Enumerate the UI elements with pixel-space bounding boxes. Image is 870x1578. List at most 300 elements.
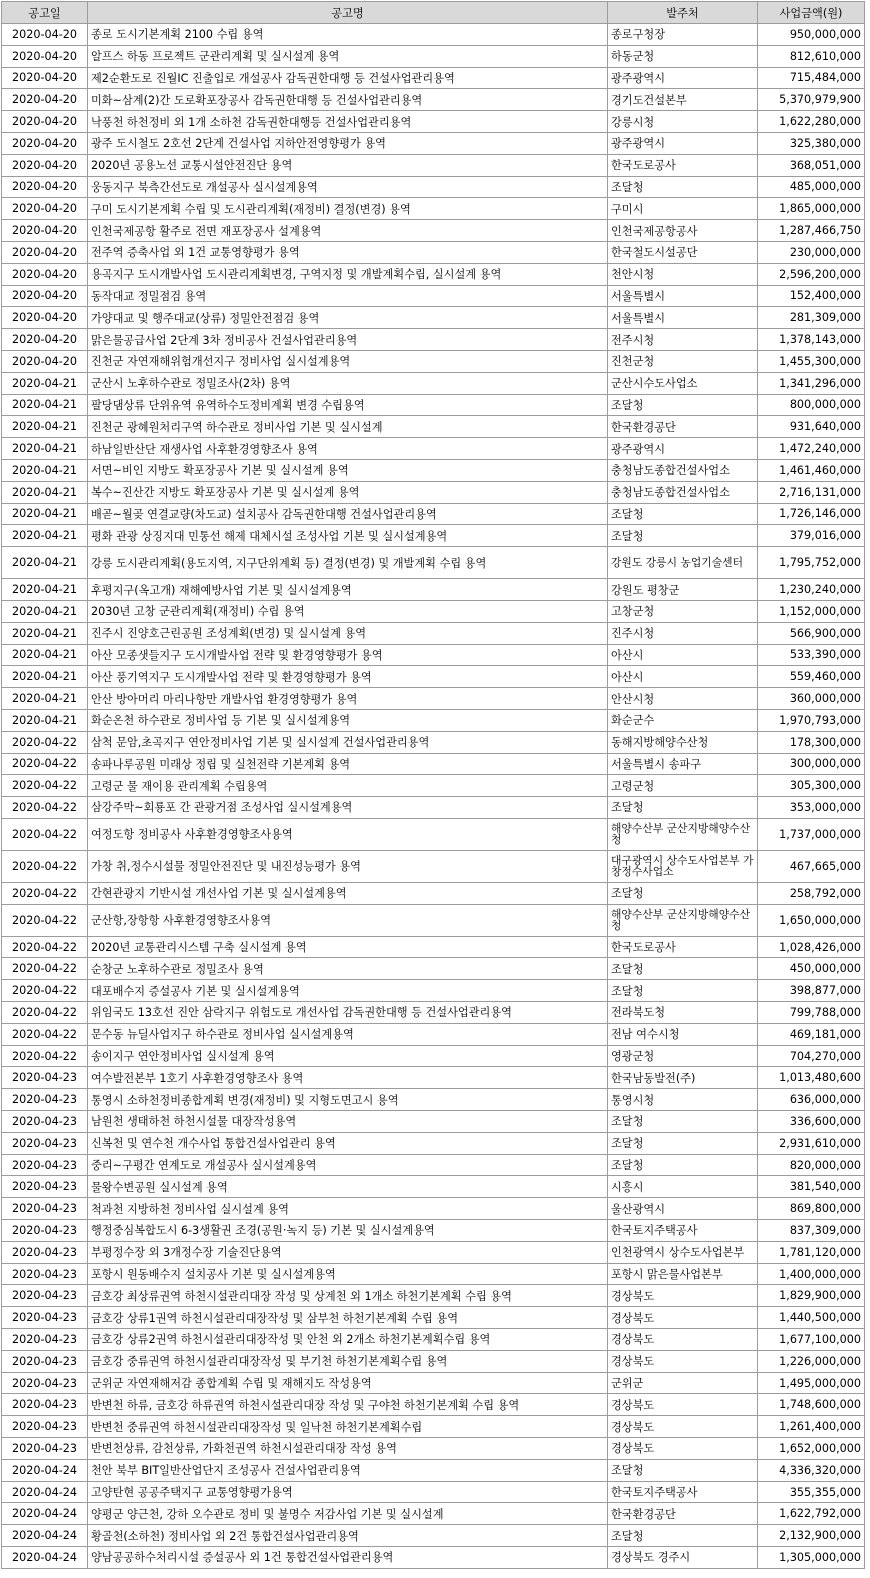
cell-name: 포항시 원동배수지 설치공사 기본 및 실시설계용역 xyxy=(88,1263,608,1285)
cell-org: 한국토지주택공사 xyxy=(608,1481,758,1503)
cell-amount: 1,622,280,000 xyxy=(758,111,865,133)
cell-name: 후평지구(옥고개) 재해예방사업 기본 및 실시설계용역 xyxy=(88,579,608,601)
table-row xyxy=(2,1438,865,1460)
cell-date: 2020-04-21 xyxy=(2,644,88,666)
cell-amount: 1,495,000,000 xyxy=(758,1372,865,1394)
cell-amount: 1,781,120,000 xyxy=(758,1241,865,1263)
cell-amount: 336,600,000 xyxy=(758,1111,865,1133)
cell-name: 군위군 자연재해저감 종합계획 수립 및 재해지도 작성용역 xyxy=(88,1372,608,1394)
cell-date: 2020-04-21 xyxy=(2,547,88,579)
cell-amount: 360,000,000 xyxy=(758,688,865,710)
cell-name: 천안 북부 BIT일반산업단지 조성공사 건설사업관리용역 xyxy=(88,1459,608,1481)
cell-org: 전라북도청 xyxy=(608,1002,758,1024)
cell-amount: 820,000,000 xyxy=(758,1154,865,1176)
table-row xyxy=(2,850,865,882)
cell-org: 구미시 xyxy=(608,198,758,220)
cell-date: 2020-04-21 xyxy=(2,481,88,503)
cell-org: 시흥시 xyxy=(608,1176,758,1198)
table-row xyxy=(2,220,865,242)
cell-org: 포항시 맑은물사업본부 xyxy=(608,1263,758,1285)
cell-amount: 533,390,000 xyxy=(758,644,865,666)
cell-amount: 469,181,000 xyxy=(758,1023,865,1045)
cell-date: 2020-04-23 xyxy=(2,1176,88,1198)
cell-name: 팔당댐상류 단위유역 유역하수도정비계획 변경 수립용역 xyxy=(88,394,608,416)
cell-name: 광주 도시철도 2호선 2단계 건설사업 지하안전영향평가 용역 xyxy=(88,132,608,154)
column-header-name: 공고명 xyxy=(88,2,608,24)
cell-org: 고령군청 xyxy=(608,775,758,797)
column-header-org: 발주처 xyxy=(608,2,758,24)
cell-org: 조달청 xyxy=(608,1154,758,1176)
cell-amount: 398,877,000 xyxy=(758,980,865,1002)
table-row xyxy=(2,525,865,547)
table-row xyxy=(2,459,865,481)
cell-name: 웅동지구 북측간선도로 개설공사 실시설계용역 xyxy=(88,176,608,198)
cell-org: 충청남도종합건설사업소 xyxy=(608,481,758,503)
table-row xyxy=(2,1220,865,1242)
cell-date: 2020-04-22 xyxy=(2,731,88,753)
table-row xyxy=(2,1394,865,1416)
cell-amount: 1,829,900,000 xyxy=(758,1285,865,1307)
cell-org: 조달청 xyxy=(608,980,758,1002)
table-header-row xyxy=(2,2,865,24)
cell-date: 2020-04-22 xyxy=(2,850,88,882)
cell-name: 아산 풍기역지구 도시개발사업 전략 및 환경영향평가 용역 xyxy=(88,666,608,688)
table-row xyxy=(2,1067,865,1089)
cell-amount: 2,931,610,000 xyxy=(758,1132,865,1154)
cell-name: 대포배수지 증설공사 기본 및 실시설계용역 xyxy=(88,980,608,1002)
cell-date: 2020-04-21 xyxy=(2,688,88,710)
cell-amount: 1,726,146,000 xyxy=(758,503,865,525)
cell-org: 종로구청장 xyxy=(608,24,758,46)
cell-amount: 1,677,100,000 xyxy=(758,1329,865,1351)
table-row xyxy=(2,1263,865,1285)
cell-name: 양남공공하수처리시설 증설공사 외 1건 통합건설사업관리용역 xyxy=(88,1547,608,1569)
table-row xyxy=(2,481,865,503)
cell-amount: 258,792,000 xyxy=(758,882,865,904)
cell-org: 대구광역시 상수도사업본부 가창정수사업소 xyxy=(608,850,758,882)
cell-amount: 1,305,000,000 xyxy=(758,1547,865,1569)
cell-amount: 368,051,000 xyxy=(758,154,865,176)
cell-amount: 715,484,000 xyxy=(758,67,865,89)
cell-date: 2020-04-21 xyxy=(2,622,88,644)
cell-amount: 450,000,000 xyxy=(758,958,865,980)
cell-amount: 1,440,500,000 xyxy=(758,1307,865,1329)
cell-date: 2020-04-23 xyxy=(2,1198,88,1220)
cell-amount: 353,000,000 xyxy=(758,797,865,819)
cell-date: 2020-04-21 xyxy=(2,394,88,416)
cell-org: 고창군청 xyxy=(608,600,758,622)
cell-org: 통영시청 xyxy=(608,1089,758,1111)
cell-date: 2020-04-22 xyxy=(2,1023,88,1045)
cell-amount: 869,800,000 xyxy=(758,1198,865,1220)
table-row xyxy=(2,350,865,372)
cell-org: 경상북도 xyxy=(608,1350,758,1372)
table-row xyxy=(2,329,865,351)
table-row xyxy=(2,818,865,850)
table-row xyxy=(2,1307,865,1329)
cell-name: 하남일반산단 재생사업 사후환경영향조사 용역 xyxy=(88,438,608,460)
cell-org: 군위군 xyxy=(608,1372,758,1394)
cell-name: 맑은물공급사업 2단계 3차 정비공사 건설사업관리용역 xyxy=(88,329,608,351)
cell-name: 서면~비인 지방도 확포장공사 기본 및 실시설계 용역 xyxy=(88,459,608,481)
cell-name: 부평정수장 외 3개정수장 기술진단용역 xyxy=(88,1241,608,1263)
cell-date: 2020-04-23 xyxy=(2,1154,88,1176)
table-row xyxy=(2,1002,865,1024)
cell-date: 2020-04-23 xyxy=(2,1350,88,1372)
cell-name: 송파나루공원 미래상 정립 및 실천전략 기본계획 용역 xyxy=(88,753,608,775)
cell-amount: 566,900,000 xyxy=(758,622,865,644)
cell-amount: 1,226,000,000 xyxy=(758,1350,865,1372)
cell-amount: 325,380,000 xyxy=(758,132,865,154)
cell-date: 2020-04-23 xyxy=(2,1263,88,1285)
table-row xyxy=(2,980,865,1002)
cell-org: 경상북도 xyxy=(608,1416,758,1438)
cell-name: 2020년 공용노선 교통시설안전진단 용역 xyxy=(88,154,608,176)
cell-name: 복수~진산간 지방도 확포장공사 기본 및 실시설계 용역 xyxy=(88,481,608,503)
cell-amount: 636,000,000 xyxy=(758,1089,865,1111)
table-row xyxy=(2,176,865,198)
cell-date: 2020-04-22 xyxy=(2,1002,88,1024)
cell-amount: 799,788,000 xyxy=(758,1002,865,1024)
cell-date: 2020-04-22 xyxy=(2,882,88,904)
cell-org: 한국환경공단 xyxy=(608,416,758,438)
cell-name: 2020년 교통관리시스템 구축 실시설계 용역 xyxy=(88,936,608,958)
cell-date: 2020-04-24 xyxy=(2,1547,88,1569)
cell-name: 순창군 노후하수관로 정밀조사 용역 xyxy=(88,958,608,980)
cell-amount: 1,400,000,000 xyxy=(758,1263,865,1285)
cell-name: 간현관광지 기반시설 개선사업 기본 및 실시설계용역 xyxy=(88,882,608,904)
cell-org: 영광군청 xyxy=(608,1045,758,1067)
table-row xyxy=(2,936,865,958)
cell-org: 해양수산부 군산지방해양수산청 xyxy=(608,818,758,850)
cell-date: 2020-04-22 xyxy=(2,818,88,850)
table-row xyxy=(2,132,865,154)
cell-date: 2020-04-22 xyxy=(2,797,88,819)
cell-date: 2020-04-24 xyxy=(2,1503,88,1525)
cell-org: 광주광역시 xyxy=(608,132,758,154)
column-header-date: 공고일 xyxy=(2,2,88,24)
table-row xyxy=(2,688,865,710)
cell-date: 2020-04-23 xyxy=(2,1329,88,1351)
bid-notice-table xyxy=(1,1,865,1569)
cell-name: 용곡지구 도시개발사업 도시관리계획변경, 구역지정 및 개발계획수립, 실시설계 용역 xyxy=(88,263,608,285)
cell-amount: 1,230,240,000 xyxy=(758,579,865,601)
cell-name: 가양대교 및 행주대교(상류) 정밀안전점검 용역 xyxy=(88,307,608,329)
cell-amount: 1,970,793,000 xyxy=(758,709,865,731)
table-row xyxy=(2,154,865,176)
cell-name: 반변천 하류, 금호강 하류권역 하천시설관리대장 작성 및 구야천 하천기본계획 수립 용역 xyxy=(88,1394,608,1416)
table-row xyxy=(2,644,865,666)
cell-org: 천안시청 xyxy=(608,263,758,285)
cell-org: 한국환경공단 xyxy=(608,1503,758,1525)
cell-amount: 485,000,000 xyxy=(758,176,865,198)
cell-org: 인천국제공항공사 xyxy=(608,220,758,242)
cell-amount: 950,000,000 xyxy=(758,24,865,46)
cell-date: 2020-04-23 xyxy=(2,1241,88,1263)
cell-org: 아산시 xyxy=(608,666,758,688)
cell-org: 강릉시청 xyxy=(608,111,758,133)
cell-name: 신복천 및 연수천 개수사업 통합건설사업관리 용역 xyxy=(88,1132,608,1154)
table-row xyxy=(2,1198,865,1220)
table-row xyxy=(2,24,865,46)
cell-amount: 812,610,000 xyxy=(758,45,865,67)
cell-amount: 1,341,296,000 xyxy=(758,372,865,394)
cell-amount: 379,016,000 xyxy=(758,525,865,547)
cell-name: 행정중심복합도시 6-3생활권 조경(공원·녹지 등) 기본 및 실시설계용역 xyxy=(88,1220,608,1242)
cell-date: 2020-04-20 xyxy=(2,24,88,46)
cell-org: 진천군청 xyxy=(608,350,758,372)
cell-name: 평화 관광 상징지대 민통선 해제 대체시설 조성사업 기본 및 실시설계용역 xyxy=(88,525,608,547)
cell-date: 2020-04-23 xyxy=(2,1307,88,1329)
cell-org: 전남 여수시청 xyxy=(608,1023,758,1045)
cell-date: 2020-04-21 xyxy=(2,416,88,438)
cell-amount: 1,795,752,000 xyxy=(758,547,865,579)
cell-org: 조달청 xyxy=(608,525,758,547)
cell-org: 화순군수 xyxy=(608,709,758,731)
cell-amount: 837,309,000 xyxy=(758,1220,865,1242)
cell-org: 동해지방해양수산청 xyxy=(608,731,758,753)
cell-name: 강릉 도시관리계획(용도지역, 지구단위계획 등) 결정(변경) 및 개발계획 수립 용역 xyxy=(88,547,608,579)
cell-date: 2020-04-22 xyxy=(2,958,88,980)
cell-date: 2020-04-20 xyxy=(2,307,88,329)
cell-name: 진천군 광혜원처리구역 하수관로 정비사업 기본 및 실시설계 xyxy=(88,416,608,438)
cell-amount: 300,000,000 xyxy=(758,753,865,775)
cell-org: 울산광역시 xyxy=(608,1198,758,1220)
cell-date: 2020-04-20 xyxy=(2,198,88,220)
table-row xyxy=(2,1350,865,1372)
cell-org: 경상북도 xyxy=(608,1438,758,1460)
table-row xyxy=(2,904,865,936)
table-row xyxy=(2,1372,865,1394)
cell-date: 2020-04-21 xyxy=(2,459,88,481)
table-row xyxy=(2,731,865,753)
table-row xyxy=(2,882,865,904)
cell-date: 2020-04-23 xyxy=(2,1416,88,1438)
cell-amount: 1,378,143,000 xyxy=(758,329,865,351)
table-row xyxy=(2,579,865,601)
table-row xyxy=(2,1154,865,1176)
cell-name: 반변천상류, 감천상류, 가화천권역 하천시설관리대장 작성 용역 xyxy=(88,1438,608,1460)
cell-amount: 4,336,320,000 xyxy=(758,1459,865,1481)
cell-amount: 1,865,000,000 xyxy=(758,198,865,220)
cell-name: 중리~구평간 연계도로 개설공사 실시설계용역 xyxy=(88,1154,608,1176)
table-row xyxy=(2,307,865,329)
cell-org: 경상북도 xyxy=(608,1394,758,1416)
cell-amount: 1,287,466,750 xyxy=(758,220,865,242)
cell-name: 양평군 양근천, 강하 오수관로 정비 및 불명수 저감사업 기본 및 실시설계 xyxy=(88,1503,608,1525)
table-row xyxy=(2,1285,865,1307)
cell-org: 전주시청 xyxy=(608,329,758,351)
table-row xyxy=(2,503,865,525)
cell-name: 제2순환도로 진월IC 진출입로 개설공사 감독권한대행 등 건설사업관리용역 xyxy=(88,67,608,89)
cell-name: 통영시 소하천정비종합계획 변경(재정비) 및 지형도면고시 용역 xyxy=(88,1089,608,1111)
table-row xyxy=(2,1241,865,1263)
cell-amount: 2,716,131,000 xyxy=(758,481,865,503)
cell-name: 금호강 중류권역 하천시설관리대장작성 및 부기천 하천기본계획수립 용역 xyxy=(88,1350,608,1372)
cell-org: 조달청 xyxy=(608,1111,758,1133)
cell-name: 배곧~월곶 연결교량(차도교) 설치공사 감독권한대행 건설사업관리용역 xyxy=(88,503,608,525)
cell-amount: 559,460,000 xyxy=(758,666,865,688)
cell-name: 위임국도 13호선 진안 삼락지구 위험도로 개선사업 감독권한대행 등 건설사업관리용역 xyxy=(88,1002,608,1024)
cell-date: 2020-04-23 xyxy=(2,1372,88,1394)
cell-amount: 467,665,000 xyxy=(758,850,865,882)
cell-org: 군산시수도사업소 xyxy=(608,372,758,394)
cell-date: 2020-04-22 xyxy=(2,1045,88,1067)
table-row xyxy=(2,1045,865,1067)
cell-date: 2020-04-23 xyxy=(2,1285,88,1307)
cell-org: 서울특별시 xyxy=(608,285,758,307)
cell-amount: 305,300,000 xyxy=(758,775,865,797)
cell-name: 인천국제공항 활주로 전면 재포장공사 설계용역 xyxy=(88,220,608,242)
cell-org: 한국남동발전(주) xyxy=(608,1067,758,1089)
table-row xyxy=(2,1481,865,1503)
cell-date: 2020-04-21 xyxy=(2,438,88,460)
cell-date: 2020-04-22 xyxy=(2,904,88,936)
cell-date: 2020-04-24 xyxy=(2,1481,88,1503)
cell-name: 삼강주막~회룡포 간 관광거점 조성사업 실시설계용역 xyxy=(88,797,608,819)
cell-amount: 1,013,480,600 xyxy=(758,1067,865,1089)
cell-date: 2020-04-23 xyxy=(2,1089,88,1111)
cell-date: 2020-04-20 xyxy=(2,241,88,263)
cell-amount: 281,309,000 xyxy=(758,307,865,329)
cell-org: 경상북도 xyxy=(608,1285,758,1307)
cell-name: 남원천 생태하천 하천시설물 대장작성용역 xyxy=(88,1111,608,1133)
cell-org: 조달청 xyxy=(608,958,758,980)
table-row xyxy=(2,1459,865,1481)
cell-date: 2020-04-22 xyxy=(2,753,88,775)
cell-org: 조달청 xyxy=(608,1525,758,1547)
cell-date: 2020-04-21 xyxy=(2,503,88,525)
cell-date: 2020-04-20 xyxy=(2,176,88,198)
cell-name: 황골천(소하천) 정비사업 외 2건 통합건설사업관리용역 xyxy=(88,1525,608,1547)
cell-name: 화순온천 하수관로 정비사업 등 기본 및 실시설계용역 xyxy=(88,709,608,731)
cell-date: 2020-04-23 xyxy=(2,1067,88,1089)
cell-date: 2020-04-20 xyxy=(2,263,88,285)
cell-amount: 1,152,000,000 xyxy=(758,600,865,622)
table-row xyxy=(2,958,865,980)
table-body xyxy=(2,24,865,1569)
cell-amount: 1,622,792,000 xyxy=(758,1503,865,1525)
cell-org: 충청남도종합건설사업소 xyxy=(608,459,758,481)
table-row xyxy=(2,111,865,133)
cell-org: 아산시 xyxy=(608,644,758,666)
cell-date: 2020-04-21 xyxy=(2,525,88,547)
cell-date: 2020-04-23 xyxy=(2,1111,88,1133)
cell-amount: 2,596,200,000 xyxy=(758,263,865,285)
cell-amount: 704,270,000 xyxy=(758,1045,865,1067)
cell-date: 2020-04-20 xyxy=(2,132,88,154)
cell-amount: 1,737,000,000 xyxy=(758,818,865,850)
cell-date: 2020-04-21 xyxy=(2,600,88,622)
cell-name: 안산 방아머리 마리나항만 개발사업 환경영향평가 용역 xyxy=(88,688,608,710)
cell-org: 조달청 xyxy=(608,797,758,819)
cell-org: 한국도로공사 xyxy=(608,936,758,958)
cell-org: 한국철도시설공단 xyxy=(608,241,758,263)
cell-amount: 230,000,000 xyxy=(758,241,865,263)
cell-name: 고령군 물 재이용 관리계획 수립용역 xyxy=(88,775,608,797)
table-row xyxy=(2,1503,865,1525)
table-row xyxy=(2,1023,865,1045)
table-row xyxy=(2,1132,865,1154)
cell-name: 금호강 최상류권역 하천시설관리대장 작성 및 상계천 외 1개소 하천기본계획 수립 용역 xyxy=(88,1285,608,1307)
cell-amount: 381,540,000 xyxy=(758,1176,865,1198)
table-row xyxy=(2,775,865,797)
cell-org: 조달청 xyxy=(608,394,758,416)
cell-org: 광주광역시 xyxy=(608,438,758,460)
table-row xyxy=(2,1111,865,1133)
cell-name: 군산시 노후하수관로 정밀조사(2차) 용역 xyxy=(88,372,608,394)
cell-name: 구미 도시기본계획 수립 및 도시관리계획(재정비) 결정(변경) 용역 xyxy=(88,198,608,220)
cell-date: 2020-04-21 xyxy=(2,709,88,731)
table-row xyxy=(2,547,865,579)
cell-org: 조달청 xyxy=(608,503,758,525)
cell-org: 조달청 xyxy=(608,1459,758,1481)
cell-org: 진주시청 xyxy=(608,622,758,644)
cell-org: 강원도 강릉시 농업기술센터 xyxy=(608,547,758,579)
table-row xyxy=(2,45,865,67)
cell-date: 2020-04-22 xyxy=(2,775,88,797)
cell-name: 낙풍천 하천정비 외 1개 소하천 감독권한대행등 건설사업관리용역 xyxy=(88,111,608,133)
cell-date: 2020-04-23 xyxy=(2,1394,88,1416)
column-header-amount: 사업금액(원) xyxy=(758,2,865,24)
cell-name: 고양탄현 공공주택지구 교통영향평가용역 xyxy=(88,1481,608,1503)
cell-amount: 1,748,600,000 xyxy=(758,1394,865,1416)
cell-date: 2020-04-21 xyxy=(2,372,88,394)
cell-amount: 355,355,000 xyxy=(758,1481,865,1503)
cell-org: 해양수산부 군산지방해양수산청 xyxy=(608,904,758,936)
cell-name: 여정도항 정비공사 사후환경영향조사용역 xyxy=(88,818,608,850)
cell-org: 조달청 xyxy=(608,1132,758,1154)
cell-date: 2020-04-23 xyxy=(2,1220,88,1242)
cell-name: 전주역 증축사업 외 1건 교통영향평가 용역 xyxy=(88,241,608,263)
cell-date: 2020-04-20 xyxy=(2,329,88,351)
cell-name: 아산 모종샛들지구 도시개발사업 전략 및 환경영향평가 용역 xyxy=(88,644,608,666)
table-row xyxy=(2,89,865,111)
table-row xyxy=(2,1416,865,1438)
cell-name: 금호강 상류2권역 하천시설관리대장작성 및 안천 외 2개소 하천기본계획수립 용역 xyxy=(88,1329,608,1351)
cell-amount: 931,640,000 xyxy=(758,416,865,438)
cell-date: 2020-04-21 xyxy=(2,579,88,601)
cell-date: 2020-04-22 xyxy=(2,980,88,1002)
cell-amount: 152,400,000 xyxy=(758,285,865,307)
cell-date: 2020-04-20 xyxy=(2,285,88,307)
cell-amount: 2,132,900,000 xyxy=(758,1525,865,1547)
table-row xyxy=(2,67,865,89)
cell-amount: 178,300,000 xyxy=(758,731,865,753)
cell-name: 금호강 상류1권역 하천시설관리대장작성 및 삼부천 하천기본계획 수립 용역 xyxy=(88,1307,608,1329)
cell-name: 반변천 중류권역 하천시설관리대장작성 및 일낙천 하천기본계획수립 xyxy=(88,1416,608,1438)
cell-org: 광주광역시 xyxy=(608,67,758,89)
cell-date: 2020-04-20 xyxy=(2,111,88,133)
table-row xyxy=(2,438,865,460)
table-row xyxy=(2,198,865,220)
cell-org: 강원도 평창군 xyxy=(608,579,758,601)
cell-org: 경기도건설본부 xyxy=(608,89,758,111)
table-row xyxy=(2,263,865,285)
cell-date: 2020-04-23 xyxy=(2,1132,88,1154)
cell-date: 2020-04-23 xyxy=(2,1438,88,1460)
cell-date: 2020-04-20 xyxy=(2,220,88,242)
cell-name: 문수동 뉴딜사업지구 하수관로 정비사업 실시설계용역 xyxy=(88,1023,608,1045)
table-row xyxy=(2,622,865,644)
cell-org: 한국토지주택공사 xyxy=(608,1220,758,1242)
cell-date: 2020-04-20 xyxy=(2,350,88,372)
bid-notice-sheet xyxy=(1,1,864,1569)
table-row xyxy=(2,372,865,394)
cell-amount: 1,472,240,000 xyxy=(758,438,865,460)
cell-org: 조달청 xyxy=(608,176,758,198)
cell-amount: 1,261,400,000 xyxy=(758,1416,865,1438)
